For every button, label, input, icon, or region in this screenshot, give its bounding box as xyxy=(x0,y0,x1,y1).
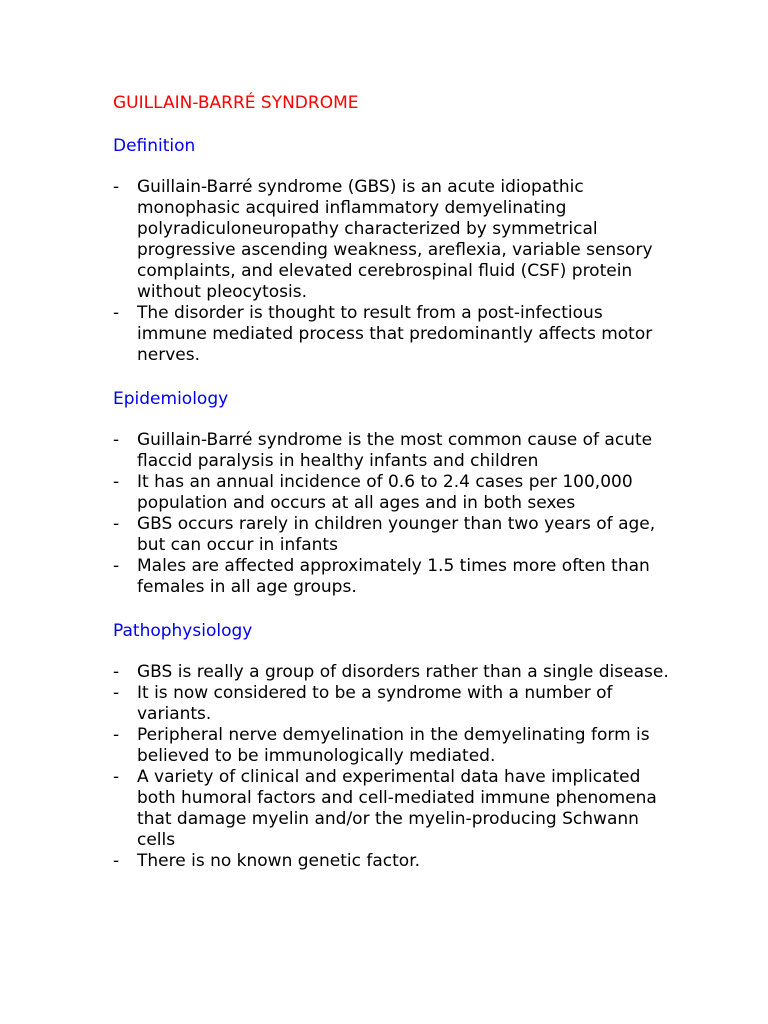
pathophysiology-list xyxy=(113,662,673,872)
list-item-text: It is now considered to be a syndrome with a number of variants. xyxy=(137,683,613,724)
list-item-text: Peripheral nerve demyelination in the demyelinating form is believed to be immunologically mediated. xyxy=(137,725,650,766)
list-item xyxy=(113,303,673,366)
document-title: GUILLAIN-BARRÉ SYNDROME xyxy=(113,93,359,113)
bullet-dash: - xyxy=(113,303,120,323)
bullet-dash: - xyxy=(113,683,120,703)
list-item xyxy=(113,556,673,598)
section-heading-pathophysiology: Pathophysiology xyxy=(113,621,253,641)
list-item-text: Guillain-Barré syndrome (GBS) is an acute idiopathic monophasic acquired inflammatory demyelinating polyradiculoneuropathy characterized by symmetrical progressive ascending weakness, areflexia, variable sensory complaints, and elevated cerebrospinal fluid (CSF) protein without pleocytosis. xyxy=(137,177,653,302)
list-item-text: A variety of clinical and experimental data have implicated both humoral factors and cell-mediated immune phenomena that damage myelin and/or the myelin-producing Schwann cells xyxy=(137,767,657,850)
list-item xyxy=(113,472,673,514)
bullet-dash: - xyxy=(113,556,120,576)
list-item xyxy=(113,430,673,472)
list-item-text: There is no known genetic factor. xyxy=(137,851,421,871)
bullet-dash: - xyxy=(113,430,120,450)
list-item xyxy=(113,767,673,851)
list-item-text: It has an annual incidence of 0.6 to 2.4 cases per 100,000 population and occurs at all ages and in both sexes xyxy=(137,472,633,513)
bullet-dash: - xyxy=(113,767,120,787)
section-heading-epidemiology: Epidemiology xyxy=(113,389,229,409)
list-item xyxy=(113,725,673,767)
list-item-text: Guillain-Barré syndrome is the most common cause of acute flaccid paralysis in healthy infants and children xyxy=(137,430,653,471)
list-item xyxy=(113,683,673,725)
list-item-text: GBS is really a group of disorders rather than a single disease. xyxy=(137,662,669,682)
list-item xyxy=(113,177,673,303)
list-item xyxy=(113,662,673,683)
bullet-dash: - xyxy=(113,472,120,492)
bullet-dash: - xyxy=(113,851,120,871)
section-heading-definition: Definition xyxy=(113,136,196,156)
bullet-dash: - xyxy=(113,514,120,534)
bullet-dash: - xyxy=(113,177,120,197)
bullet-dash: - xyxy=(113,662,120,682)
bullet-dash: - xyxy=(113,725,120,745)
definition-list xyxy=(113,177,673,366)
list-item xyxy=(113,514,673,556)
list-item-text: The disorder is thought to result from a post-infectious immune mediated process that predominantly affects motor nerves. xyxy=(137,303,653,365)
list-item-text: Males are affected approximately 1.5 times more often than females in all age groups. xyxy=(137,556,650,597)
epidemiology-list xyxy=(113,430,673,598)
list-item-text: GBS occurs rarely in children younger than two years of age, but can occur in infants xyxy=(137,514,656,555)
list-item xyxy=(113,851,673,872)
